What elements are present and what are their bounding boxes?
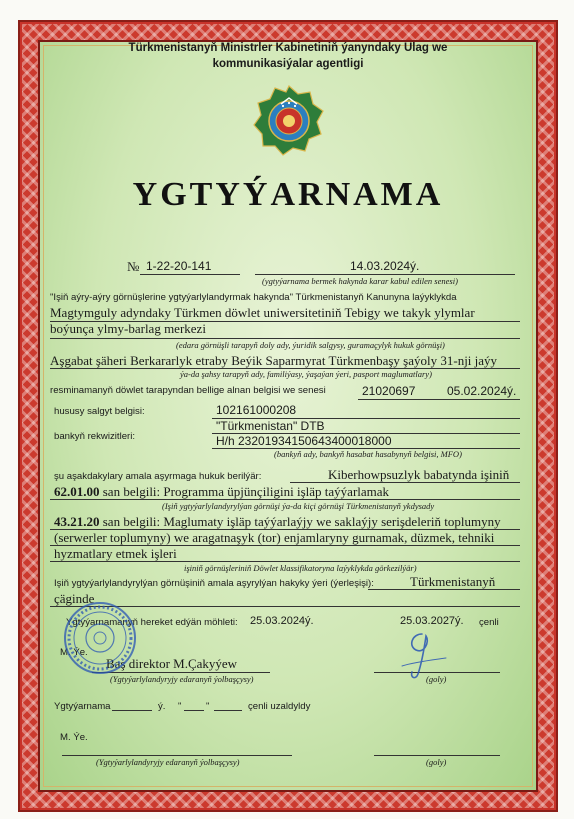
activity-value1: Kiberhowpsuzlyk babatynda işiniň [328, 467, 510, 482]
bank-caption: (bankyň ady, bankyň hasabat hasabynyň belgisi, MFO) [274, 449, 462, 459]
date-caption: (ygtyýarnama bermek hakynda karar kabul edilen senesi) [262, 276, 458, 286]
org-name-line2: boýunça ylmy-barlag merkezi [50, 321, 206, 336]
issue-date: 14.03.2024ý. [350, 259, 420, 273]
law-reference: "Işiň aýry-aýry görnüşlerine ygtyýarlylandyrmak hakynda" Türkmenistanyň Kanunyna laýyklykda [50, 292, 457, 303]
tax-id-value: 102161000208 [216, 403, 297, 417]
mp-label-1: M. Ýe. [60, 647, 88, 658]
sign1-caption-right: (goly) [426, 674, 447, 684]
document-title: YGTYÝARNAMA [132, 176, 444, 213]
extension-quote-open: " [178, 701, 182, 712]
extension-year-suffix: ý. [158, 701, 166, 712]
official-stamp-icon [62, 600, 138, 676]
validity-label: Ygtyýarnamanyň hereket edýän möhleti: [66, 617, 238, 628]
activity-caption-2: işiniň görnüşleriniň Döwlet klassifikatoryna laýyklykda görkezilýär) [184, 563, 417, 573]
registration-number: 21020697 [362, 384, 416, 398]
activity-label: şu aşakdakylary amala aşyrmaga hukuk berilýär: [54, 471, 262, 482]
sign2-caption-right: (goly) [426, 757, 447, 767]
state-emblem-icon [253, 84, 325, 156]
extension-label: Ygtyýarnama [54, 701, 111, 712]
activity-code-2: 43.21.20 [54, 514, 100, 529]
org-address: Aşgabat şäheri Berkararlyk etraby Beýik Saparmyrat Türkmenbaşy şaýoly 31-nji jaýy [50, 353, 498, 368]
validity-to: 25.03.2027ý. [400, 615, 464, 627]
activity-text-4: hyzmatlary etmek işleri [54, 546, 177, 561]
extension-quote-close: " [206, 701, 210, 712]
license-number: 1-22-20-141 [146, 259, 212, 273]
validity-suffix: çenli [479, 617, 499, 628]
org-caption: (edara görnüşli tarapyň doly ady, ýuridik salgysy, guramaçylyk hukuk görnüşi) [176, 340, 445, 350]
territory-value1: Türkmenistanyň [410, 574, 496, 589]
mp-label-2: M. Ýe. [60, 732, 88, 743]
org-name-line1: Magtymguly adyndaky Türkmen döwlet uniwersitetiniň Tebigy we takyk ylymlar [50, 305, 475, 320]
territory-value2: çäginde [54, 591, 95, 606]
registration-date: 05.02.2024ý. [447, 384, 517, 398]
activity-text-2: san belgili: Maglumaty işläp taýýarlaýjy we saklaýjy serişdeleriň toplumyny [99, 514, 501, 529]
activity-code-1: 62.01.00 [54, 484, 100, 499]
territory-label: Işiň ygtyýarlylandyrylýan görnüşiniň amala aşyrylýan hakyky ýeri (ýerleşişi): [54, 578, 374, 589]
extension-suffix: çenli uzaldyldy [248, 701, 311, 712]
address-caption: ýa-da şahsy tarapyň ady, familiýasy, ýaşaýan ýeri, pasport maglumatlary) [180, 369, 432, 379]
bank-label: bankyň rekwizitleri: [54, 431, 136, 442]
number-prefix: № [127, 259, 140, 274]
activity-text-3: (serwerler toplumyny) we aragatnaşyk (tor) enjamlaryny gurnamak, düzmek, tehniki [54, 530, 495, 545]
registration-label: resminamanyň döwlet tarapyndan bellige alnan belgisi we senesi [50, 385, 326, 396]
agency-name-line2: kommunikasiýalar agentligi [212, 58, 364, 70]
activity-caption-1: (Işiň ygtyýarlylandyrylýan görnüşi ýa-da kiçi görnüşi Türkmenistanyň ykdysady [162, 501, 435, 511]
bank-name: "Türkmenistan" DTB [216, 419, 325, 433]
bank-account: H/h 23201934150643400018000 [216, 434, 392, 448]
sign1-caption-left: (Ygtyýarlylandyryjy edaranyň ýolbaşçysy) [110, 674, 254, 684]
sign2-caption-left: (Ygtyýarlylandyryjy edaranyň ýolbaşçysy) [96, 757, 240, 767]
activity-text-1: san belgili: Programma üpjünçiligini işläp taýýarlamak [99, 484, 390, 499]
tax-id-label: hususy salgyt belgisi: [54, 406, 145, 417]
agency-name-line1: Türkmenistanyň Ministrler Kabinetiniň ýanyndaky Ulag we [128, 42, 448, 54]
handwritten-signature-icon [392, 628, 452, 682]
director-name: Baş direktor M.Çakyýew [106, 656, 238, 671]
validity-from: 25.03.2024ý. [250, 615, 314, 627]
